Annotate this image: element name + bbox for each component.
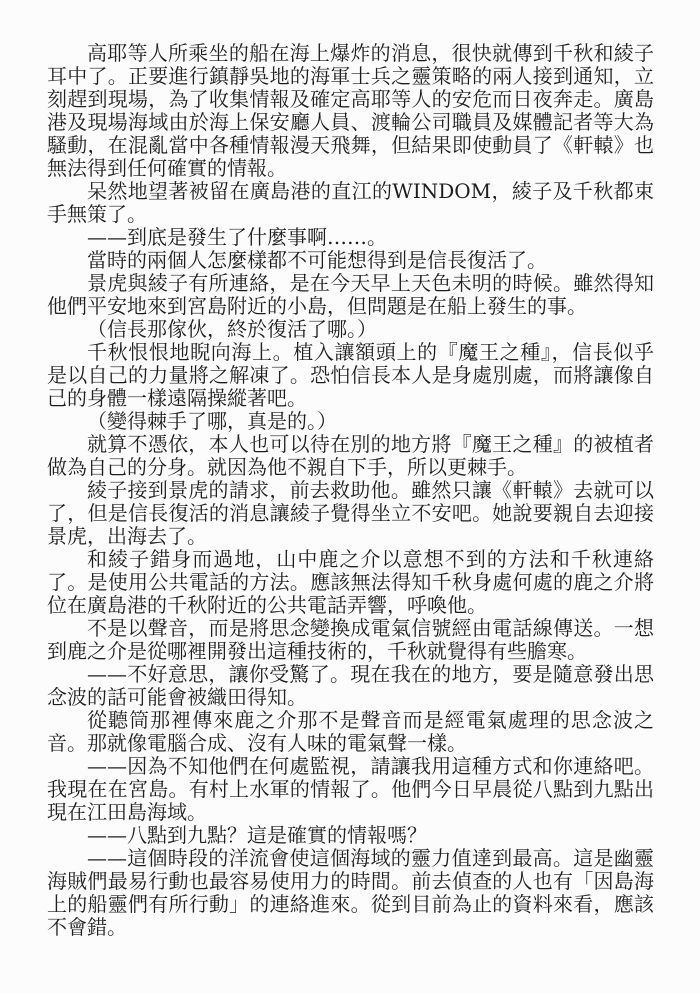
paragraph: ——因為不知他們在何處監視，請讓我用這種方式和你連絡吧。我現在在宮島。有村上水軍的情報了。他們今日早晨從八點到九點出現在江田島海域。 — [47, 754, 654, 824]
paragraph: 從聽筒那裡傳來鹿之介那不是聲音而是經電氣處理的思念波之音。那就像電腦合成、沒有人味的電氣聲一樣。 — [47, 708, 654, 755]
paragraph: 高耶等人所乘坐的船在海上爆炸的消息，很快就傳到千秋和綾子耳中了。正要進行鎮靜吳地的海軍士兵之靈策略的兩人接到通知，立刻趕到現場，為了收集情報及確定高耶等人的安危而日夜奔走。廣島港及現場海域由於海上保安廳人員、渡輪公司職員及媒體記者等大為騷動，在混亂當中各種情報漫天飛舞，但結果即使動員了《軒轅》也無法得到任何確實的情報。 — [47, 41, 654, 180]
paragraph: 景虎與綾子有所連絡，是在今天早上天色未明的時候。雖然得知他們平安地來到宮島附近的小島，但問題是在船上發生的事。 — [47, 271, 654, 318]
paragraph: 呆然地望著被留在廣島港的直江的WINDOM，綾子及千秋都束手無策了。 — [47, 179, 654, 226]
paragraph: 和綾子錯身而過地，山中鹿之介以意想不到的方法和千秋連絡了。是使用公共電話的方法。應該無法得知千秋身處何處的鹿之介將位在廣島港的千秋附近的公共電話弄響，呼喚他。 — [47, 547, 654, 617]
paragraph: ——八點到九點？這是確實的情報嗎？ — [87, 823, 427, 847]
paragraph: ——這個時段的洋流會使這個海域的靈力值達到最高。這是幽靈海賊們最易行動也最容易使用力的時間。前去偵查的人也有「因島海上的船靈們有所行動」的連絡進來。從到目前為止的資料來看，應該不會錯。 — [47, 846, 654, 939]
paragraph: 就算不憑依，本人也可以待在別的地方將『魔王之種』的被植者做為自己的分身。就因為他不親自下手，所以更棘手。 — [47, 432, 654, 479]
paragraph: ——不好意思，讓你受驚了。現在我在的地方，要是隨意發出思念波的話可能會被織田得知。 — [47, 662, 654, 709]
paragraph: ——到底是發生了什麼事啊……。 — [87, 225, 387, 249]
paragraph: 綾子接到景虎的請求，前去救助他。雖然只讓《軒轅》去就可以了，但是信長復活的消息讓綾子覺得坐立不安吧。她說要親自去迎接景虎，出海去了。 — [47, 478, 654, 548]
paragraph: 當時的兩個人怎麼樣都不可能想得到是信長復活了。 — [87, 248, 547, 272]
paragraph: 不是以聲音，而是將思念變換成電氣信號經由電話線傳送。一想到鹿之介是從哪裡開發出這種技術的，千秋就覺得有些膽寒。 — [47, 616, 654, 663]
paragraph: 千秋恨恨地睨向海上。植入讓額頭上的『魔王之種』，信長似乎是以自己的力量將之解凍了。恐怕信長本人是身處別處，而將讓像自己的身體一樣遠隔操縱著吧。 — [47, 340, 654, 410]
paragraph: （變得棘手了哪，真是的。） — [87, 409, 337, 433]
paragraph: （信長那傢伙，終於復活了哪。） — [87, 317, 377, 341]
